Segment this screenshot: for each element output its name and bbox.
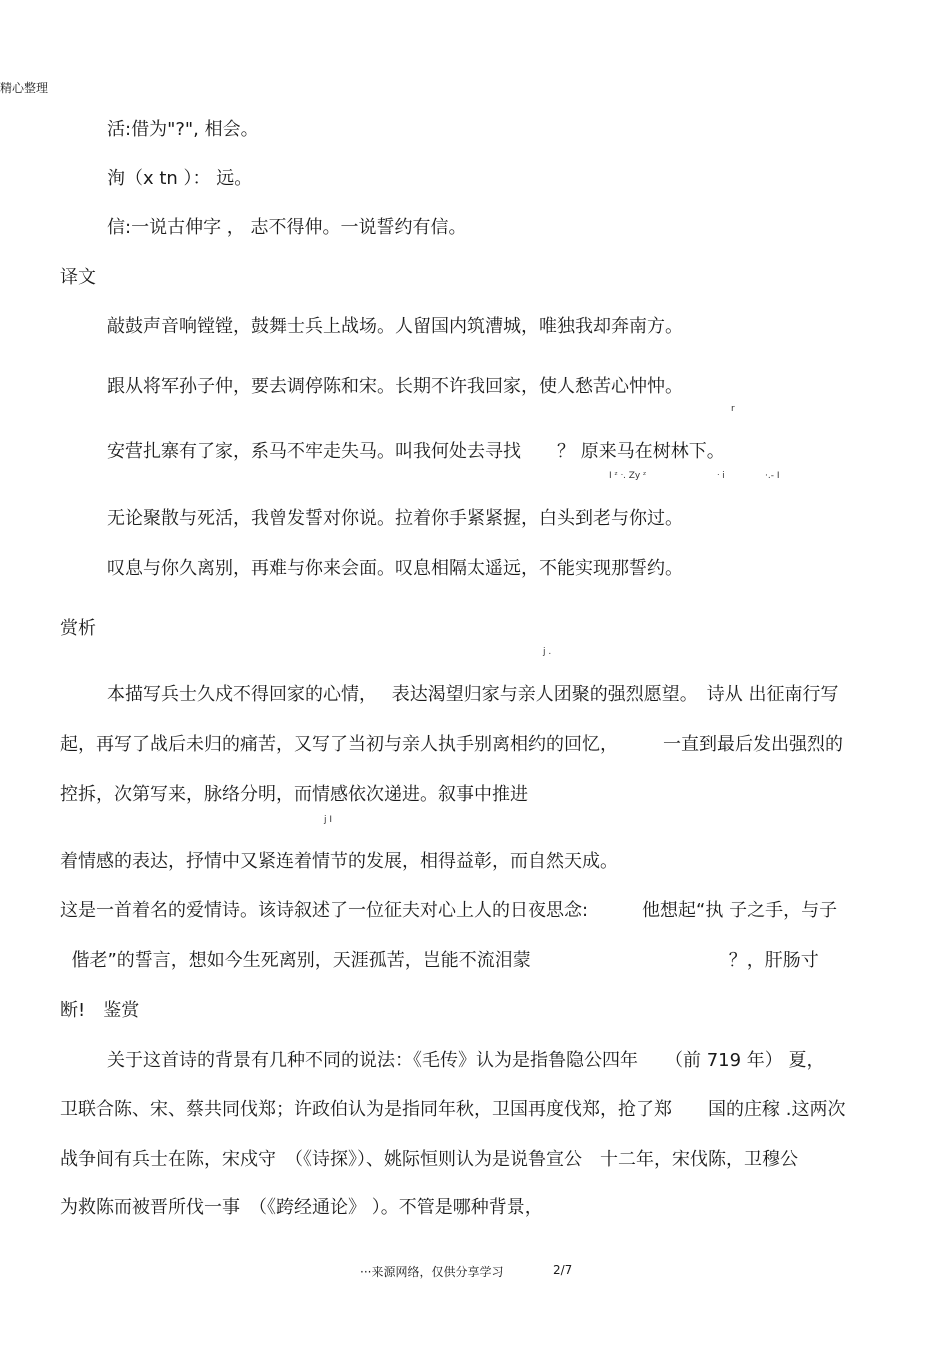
translation-line: 无论聚散与死活，我曾发誓对你说。拉着你手紧紧握，白头到老与你过。 (107, 508, 683, 529)
stray-mark: ·.- I (765, 471, 780, 481)
analysis-line: 着情感的表达，抒情中又紧连着情节的发展，相得益彰，而自然天成。 (60, 851, 618, 872)
section-heading-translation: 译文 (60, 267, 96, 288)
note-line: 活:借为"?", 相会。 (107, 119, 259, 140)
translation-line: 敲鼓声音响镗镗，鼓舞士兵上战场。人留国内筑漕城，唯独我却奔南方。 (107, 316, 683, 337)
translation-line: 跟从将军孙子仲，要去调停陈和宋。长期不许我回家，使人愁苦心忡忡。 (107, 376, 683, 397)
page-number: 2/7 (553, 1263, 573, 1277)
analysis-line: 偕老”的誓言，想如今生死离别，天涯孤苦，岂能不流泪蒙 ？，肝肠寸 (60, 950, 819, 971)
section-heading-analysis: 赏析 (60, 618, 96, 639)
stray-mark: ᐧ i (717, 471, 725, 481)
analysis-line: 起，再写了战后未归的痛苦，又写了当初与亲人执手别离相约的回忆， 一直到最后发出强烈的 (60, 734, 843, 755)
appreciation-line: 卫联合陈、宋、蔡共同伐郑；许政伯认为是指同年秋，卫国再度伐郑，抢了郑 国的庄稼 .这两次 (60, 1099, 846, 1120)
analysis-line: 断! 鉴赏 (60, 1000, 140, 1021)
appreciation-line: 战争间有兵士在陈，宋戍守 （《诗探》）、姚际恒则认为是说鲁宣公 十二年，宋伐陈，卫穆公 (60, 1149, 798, 1170)
note-line: 信:一说古伸字 ， 志不得伸。一说誓约有信。 (107, 217, 467, 238)
appreciation-line: 关于这首诗的背景有几种不同的说法：《毛传》认为是指鲁隐公四年 （前 719 年） 夏， (107, 1050, 825, 1071)
translation-line: 安营扎寨有了家，系马不牢走失马。叫我何处去寻找 ？ 原来马在树林下。 (107, 441, 725, 462)
analysis-line: 控拆，次第写来，脉络分明，而情感依次递进。叙事中推进 (60, 784, 528, 805)
stray-mark: I ᶻ ᐧ. Zy ᶻ (609, 471, 647, 481)
note-line: 洵（x tn ）： 远。 (107, 168, 253, 189)
analysis-line: 本描写兵士久戍不得回家的心情， 表达渴望归家与亲人团聚的强烈愿望。 诗从 出征南行写 (107, 684, 839, 705)
translation-line: 叹息与你久离别，再难与你来会面。叹息相隔太遥远，不能实现那誓约。 (107, 558, 683, 579)
analysis-line: 这是一首着名的爱情诗。该诗叙述了一位征夫对心上人的日夜思念: 他想起“执 子之手，与子 (60, 900, 838, 921)
stray-mark: j . (543, 647, 552, 657)
footer-source-note: ···来源网络，仅供分享学习 (360, 1265, 504, 1279)
page-header-label: 精心整理 (0, 81, 49, 95)
stray-mark: r (731, 404, 735, 414)
appreciation-line: 为救陈而被晋所伐一事 （《跨经通论》 ）。不管是哪种背景， (60, 1197, 543, 1218)
stray-mark: j I (324, 815, 333, 825)
